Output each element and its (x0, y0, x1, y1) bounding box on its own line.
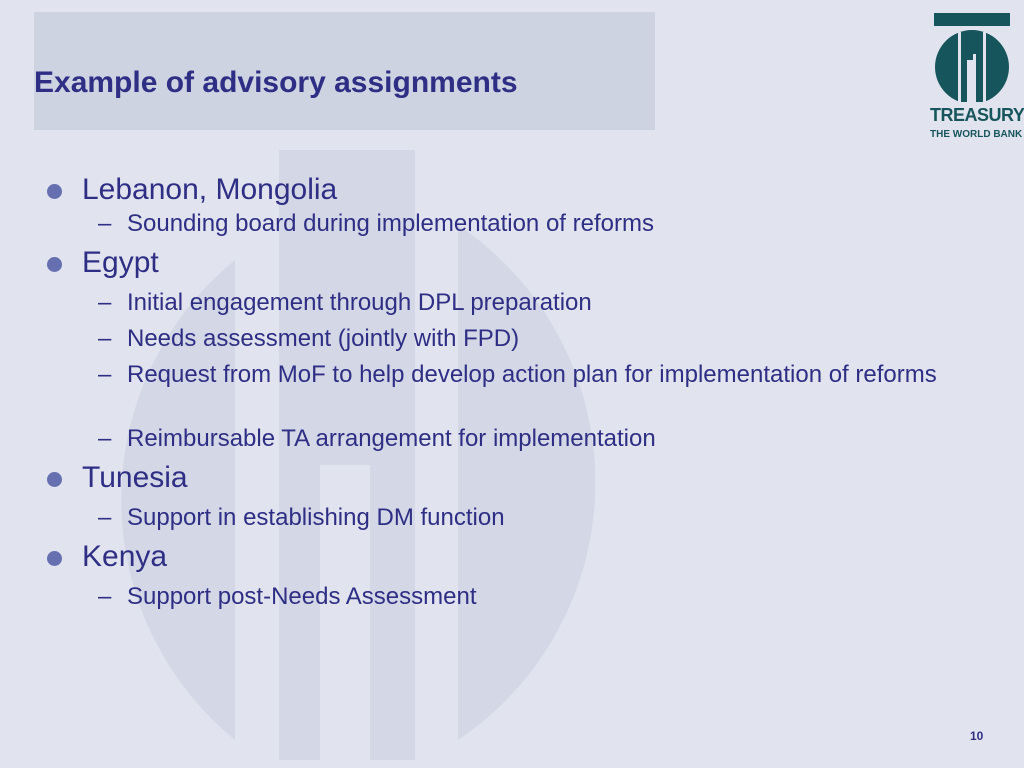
dash: – (98, 210, 112, 237)
sub-item-text: Support post-Needs Assessment (127, 583, 477, 610)
sub-item (98, 324, 997, 353)
bullet-item-lebanon-mongolia: Lebanon, Mongolia (82, 173, 338, 206)
bullet-icon (47, 184, 62, 199)
logo-subtitle: THE WORLD BANK (930, 129, 1023, 140)
sub-item-text: Needs assessment (jointly with FPD) (127, 325, 520, 352)
sub-item-text: Reimbursable TA arrangement for implementation (127, 425, 656, 452)
page-number: 10 (970, 729, 984, 743)
sub-item (98, 360, 997, 389)
dash: – (98, 504, 112, 531)
sub-item (98, 503, 997, 532)
sub-item-text: Sounding board during implementation of reforms (127, 210, 654, 237)
bullet-item-kenya: Kenya (82, 540, 168, 573)
dash: – (98, 583, 112, 610)
sub-item (98, 209, 997, 238)
logo-name: TREASURY (930, 105, 1024, 125)
dash: – (98, 361, 112, 388)
sub-item-text: Support in establishing DM function (127, 504, 505, 531)
bullet-icon (47, 257, 62, 272)
sub-item (98, 424, 997, 453)
bullet-item-tunesia: Tunesia (82, 461, 188, 494)
bullet-item-egypt: Egypt (82, 246, 159, 279)
sub-item-text: Request from MoF to help develop action plan for implementation of reforms (127, 361, 937, 388)
bullet-icon (47, 472, 62, 487)
sub-item-text: Initial engagement through DPL preparation (127, 289, 592, 316)
sub-item (98, 288, 997, 317)
dash: – (98, 289, 112, 316)
dash: – (98, 425, 112, 452)
bullet-icon (47, 551, 62, 566)
dash: – (98, 325, 112, 352)
slide-title: Example of advisory assignments (34, 66, 518, 99)
sub-item (98, 582, 997, 611)
